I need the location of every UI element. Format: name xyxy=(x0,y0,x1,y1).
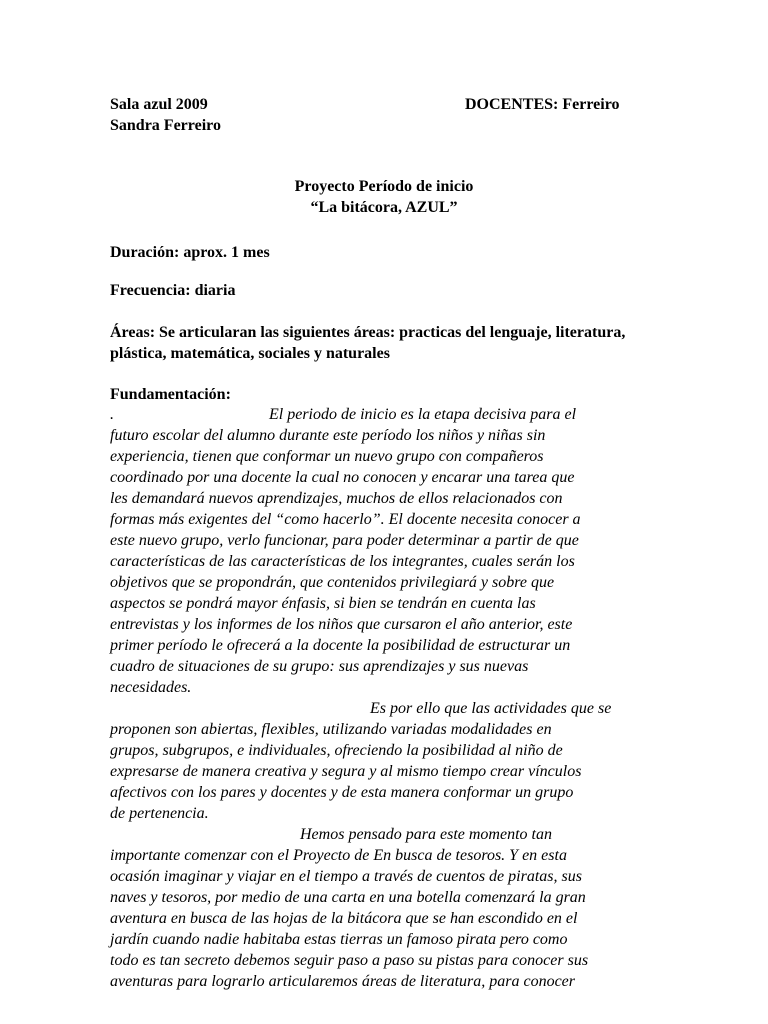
fundamentacion-paragraph-1 xyxy=(110,404,650,698)
paragraph-line: les demandará nuevos aprendizajes, muchos de ellos relacionados con xyxy=(110,490,563,507)
duracion-field: Duración: aprox. 1 mes xyxy=(110,244,270,261)
paragraph-line: jardín cuando nadie habitaba estas tierras un famoso pirata pero como xyxy=(110,931,568,948)
paragraph-line: coordinado por una docente la cual no conocen y encarar una tarea que xyxy=(110,469,575,486)
header-docentes: DOCENTES: Ferreiro xyxy=(465,96,620,113)
paragraph-line: cuadro de situaciones de su grupo: sus aprendizajes y sus nuevas xyxy=(110,658,529,675)
paragraph-line: todo es tan secreto debemos seguir paso a paso su pistas para conocer sus xyxy=(110,952,589,969)
paragraph-line: futuro escolar del alumno durante este período los niños y niñas sin xyxy=(110,427,546,444)
paragraph-line: ocasión imaginar y viajar en el tiempo a través de cuentos de piratas, sus xyxy=(110,868,582,885)
areas-field-line1: Áreas: Se articularan las siguientes áreas: practicas del lenguaje, literatura, xyxy=(110,324,626,341)
paragraph-line: afectivos con los pares y docentes y de esta manera conformar un grupo xyxy=(110,784,574,801)
paragraph-line: este nuevo grupo, verlo funcionar, para poder determinar a partir de que xyxy=(110,532,579,549)
header-sala: Sala azul 2009 xyxy=(110,96,208,113)
project-title: Proyecto Período de inicio xyxy=(294,178,474,195)
paragraph-line: expresarse de manera creativa y segura y al mismo tiempo crear vínculos xyxy=(110,763,582,780)
paragraph-line: características de las características de los integrantes, cuales serán los xyxy=(110,553,575,570)
paragraph-line: primer período le ofrecerá a la docente la posibilidad de estructurar un xyxy=(110,637,571,654)
paragraph-line: entrevistas y los informes de los niños que cursaron el año anterior, este xyxy=(110,616,573,633)
paragraph-line: Es por ello que las actividades que se xyxy=(370,700,612,717)
frecuencia-field: Frecuencia: diaria xyxy=(110,282,236,299)
paragraph-line: experiencia, tienen que conformar un nuevo grupo con compañeros xyxy=(110,448,544,465)
paragraph-line: grupos, subgrupos, e individuales, ofreciendo la posibilidad al niño de xyxy=(110,742,563,759)
paragraph-line: aventura en busca de las hojas de la bitácora que se han escondido en el xyxy=(110,910,578,927)
header-author: Sandra Ferreiro xyxy=(110,117,221,134)
paragraph-line: formas más exigentes del “como hacerlo”. El docente necesita conocer a xyxy=(110,511,581,528)
project-subtitle: “La bitácora, AZUL” xyxy=(310,199,458,216)
paragraph-line: objetivos que se propondrán, que contenidos privilegiará y sobre que xyxy=(110,574,555,591)
fundamentacion-paragraph-2 xyxy=(110,698,650,824)
paragraph-line: importante comenzar con el Proyecto de En busca de tesoros. Y en esta xyxy=(110,847,567,864)
paragraph-line: necesidades. xyxy=(110,679,192,696)
paragraph-line: de pertenencia. xyxy=(110,805,209,822)
paragraph-line: . El periodo de inicio es la etapa decisiva para el xyxy=(110,406,577,423)
paragraph-line: aventuras para lograrlo articularemos áreas de literatura, para conocer xyxy=(110,973,576,990)
paragraph-line: aspectos se pondrá mayor énfasis, si bien se tendrán en cuenta las xyxy=(110,595,536,612)
areas-field-line2: plástica, matemática, sociales y naturales xyxy=(110,345,390,362)
fundamentacion-heading: Fundamentación: xyxy=(110,386,231,403)
paragraph-line: naves y tesoros, por medio de una carta en una botella comenzará la gran xyxy=(110,889,586,906)
paragraph-line: Hemos pensado para este momento tan xyxy=(300,826,552,843)
fundamentacion-paragraph-3 xyxy=(110,824,650,992)
paragraph-line: proponen son abiertas, flexibles, utilizando variadas modalidades en xyxy=(110,721,552,738)
